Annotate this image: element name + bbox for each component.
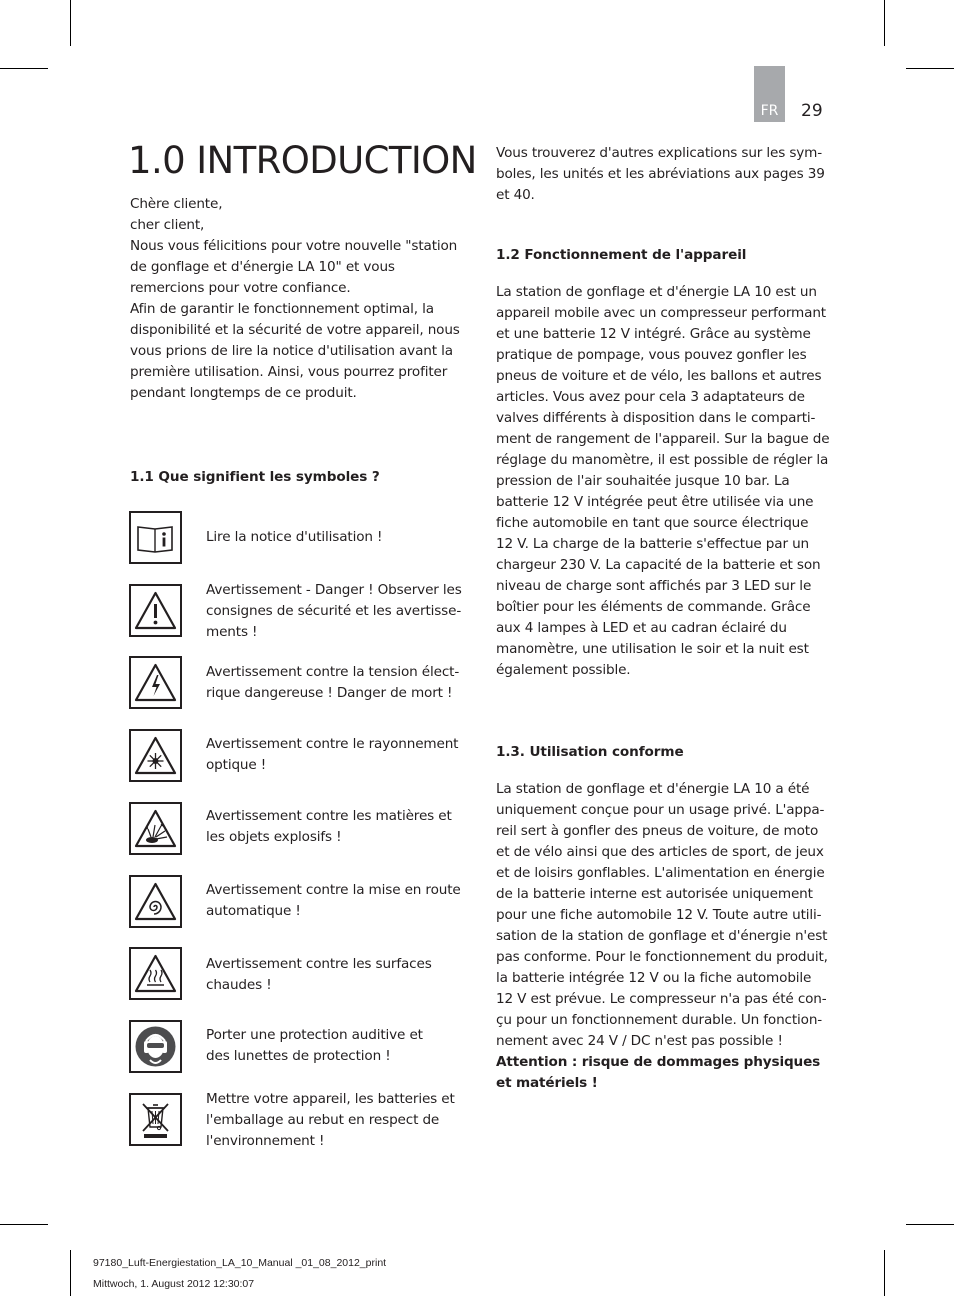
symbol-text-line: optique ! <box>206 757 267 773</box>
intro-line: première utilisation. Ainsi, vous pourrez profiter <box>130 364 448 380</box>
symbol-description <box>206 734 462 776</box>
symbol-description <box>206 580 462 643</box>
explosive-icon <box>129 802 182 855</box>
symbol-text-line: Avertissement contre la tension élect- <box>206 664 460 680</box>
crop-mark <box>0 1224 48 1225</box>
symbol-text-line: Avertissement contre le rayonnement <box>206 736 459 752</box>
paragraph-line: ment de rangement de l'appareil. Sur la bague de <box>496 431 830 447</box>
warning-line: Attention : risque de dommages physiques <box>496 1054 821 1070</box>
intro-line: de gonflage et d'énergie LA 10" et vous <box>130 259 395 275</box>
paragraph-line: pour une fiche automobile 12 V. Toute autre utili- <box>496 907 822 923</box>
symbol-description <box>206 806 462 848</box>
paragraph-line: çu pour un fonctionnement durable. Un fonction- <box>496 1012 823 1028</box>
paragraph-line: batterie 12 V intégrée peut être utilisée via une <box>496 494 814 510</box>
symbol-text-line: Mettre votre appareil, les batteries et <box>206 1091 455 1107</box>
section-heading-symbols: 1.1 Que signifient les symboles ? <box>130 469 380 485</box>
symbol-description <box>206 954 462 996</box>
crop-mark <box>884 0 885 46</box>
paragraph-line: valves différents à disposition dans le comparti- <box>496 410 816 426</box>
intro-line: Chère cliente, <box>130 196 223 212</box>
paragraph-line: reil sert à gonfler des pneus de voiture, de moto <box>496 823 819 839</box>
section-heading-intended-use: 1.3. Utilisation conforme <box>496 744 684 760</box>
paragraph-line: et de vélo ainsi que des articles de sport, de jeux <box>496 844 824 860</box>
read-manual-icon <box>129 511 182 564</box>
symbol-text-line: les objets explosifs ! <box>206 829 342 845</box>
symbol-text-line: rique dangereuse ! Danger de mort ! <box>206 685 453 701</box>
page-title: 1.0 INTRODUCTION <box>128 139 477 182</box>
intro-paragraph <box>130 194 466 404</box>
paragraph-line: boles, les unités et les abréviations aux pages 39 <box>496 166 825 182</box>
symbol-description <box>206 527 462 548</box>
paragraph-line: et 40. <box>496 187 535 203</box>
crop-mark <box>70 1250 71 1296</box>
paragraph-line: pratique de pompage, vous pouvez gonfler les <box>496 347 807 363</box>
symbol-text-line: Lire la notice d'utilisation ! <box>206 529 383 545</box>
symbol-text-line: ments ! <box>206 624 258 640</box>
automatic-start-icon <box>129 875 182 928</box>
symbol-text-line: Avertissement contre la mise en route <box>206 882 461 898</box>
weee-disposal-icon <box>129 1093 182 1146</box>
optical-radiation-icon <box>129 729 182 782</box>
paragraph-line: de la batterie interne est autorisée uniquement <box>496 886 813 902</box>
symbol-text-line: consignes de sécurité et les avertisse- <box>206 603 462 619</box>
symbol-text-line: Avertissement contre les matières et <box>206 808 452 824</box>
print-filename: 97180_Luft-Energiestation_LA_10_Manual _01_08_2012_print <box>93 1257 387 1269</box>
intro-line: remercions pour votre confiance. <box>130 280 351 296</box>
symbol-text-line: automatique ! <box>206 903 301 919</box>
paragraph-line: la batterie intégrée 12 V ou la fiche automobile <box>496 970 812 986</box>
paragraph-line: appareil mobile avec un compresseur performant <box>496 305 826 321</box>
paragraph-line: La station de gonflage et d'énergie LA 10 est un <box>496 284 817 300</box>
symbol-description <box>206 1089 462 1152</box>
paragraph-line: sation de la station de gonflage et d'énergie n'est <box>496 928 828 944</box>
further-info-paragraph <box>496 143 831 206</box>
symbol-description <box>206 662 462 704</box>
paragraph-line: niveau de charge sont affichés par 3 LED sur le <box>496 578 812 594</box>
paragraph-line: 12 V. La charge de la batterie s'effectue par un <box>496 536 810 552</box>
intended-use-paragraph <box>496 779 831 1094</box>
paragraph-line: Vous trouverez d'autres explications sur les sym- <box>496 145 823 161</box>
page-number: 29 <box>801 101 823 121</box>
ear-eye-protection-icon <box>129 1020 182 1073</box>
intro-line: vous prions de lire la notice d'utilisation avant la <box>130 343 453 359</box>
paragraph-line: aux 4 lampes à LED et au cadran éclairé du <box>496 620 787 636</box>
symbol-text-line: l'environnement ! <box>206 1133 325 1149</box>
intro-line: pendant longtemps de ce produit. <box>130 385 357 401</box>
intro-line: Nous vous félicitions pour votre nouvelle "station <box>130 238 458 254</box>
crop-mark <box>0 68 48 69</box>
warning-danger-icon <box>129 584 182 637</box>
symbol-description <box>206 880 462 922</box>
paragraph-line: et de loisirs gonflables. L'alimentation en énergie <box>496 865 825 881</box>
paragraph-line: pression de l'air souhaitée jusque 10 bar. La <box>496 473 790 489</box>
symbol-text-line: des lunettes de protection ! <box>206 1048 391 1064</box>
paragraph-line: pneus de voiture et de vélo, les ballons et autres <box>496 368 822 384</box>
paragraph-line: réglage du manomètre, il est possible de régler la <box>496 452 829 468</box>
crop-mark <box>70 0 71 46</box>
paragraph-line: 12 V est prévue. Le compresseur n'a pas été con- <box>496 991 827 1007</box>
warning-line: et matériels ! <box>496 1075 598 1091</box>
crop-mark <box>906 68 954 69</box>
intro-line: Afin de garantir le fonctionnement optimal, la <box>130 301 434 317</box>
crop-mark <box>884 1250 885 1296</box>
paragraph-line: fiche automobile en tant que source électrique <box>496 515 809 531</box>
paragraph-line: pas conforme. Pour le fonctionnement du produit, <box>496 949 828 965</box>
symbol-text-line: Avertissement contre les surfaces <box>206 956 432 972</box>
function-paragraph <box>496 282 831 681</box>
symbol-text-line: chaudes ! <box>206 977 272 993</box>
symbol-text-line: Avertissement - Danger ! Observer les <box>206 582 462 598</box>
symbol-text-line: l'emballage au rebut en respect de <box>206 1112 440 1128</box>
paragraph-line: articles. Vous avez pour cela 3 adaptateurs de <box>496 389 805 405</box>
paragraph-line: uniquement conçue pour un usage privé. L'appa- <box>496 802 825 818</box>
intro-line: cher client, <box>130 217 205 233</box>
print-timestamp: Mittwoch, 1. August 2012 12:30:07 <box>93 1278 255 1290</box>
paragraph-line: manomètre, une utilisation le soir et la nuit est <box>496 641 809 657</box>
hot-surface-icon <box>129 947 182 1000</box>
paragraph-line: boîtier pour les éléments de commande. Grâce <box>496 599 811 615</box>
symbol-text-line: Porter une protection auditive et <box>206 1027 423 1043</box>
crop-mark <box>906 1224 954 1225</box>
section-heading-function: 1.2 Fonctionnement de l'appareil <box>496 247 747 263</box>
paragraph-line: nement avec 24 V / DC n'est pas possible ! <box>496 1033 783 1049</box>
paragraph-line: chargeur 230 V. La capacité de la batterie et son <box>496 557 821 573</box>
intro-line: disponibilité et la sécurité de votre appareil, nous <box>130 322 460 338</box>
paragraph-line: et une batterie 12 V intégré. Grâce au système <box>496 326 811 342</box>
paragraph-line: également possible. <box>496 662 631 678</box>
paragraph-line: La station de gonflage et d'énergie LA 10 a été <box>496 781 810 797</box>
language-label: FR <box>760 103 779 119</box>
symbol-description <box>206 1025 462 1067</box>
electric-voltage-icon <box>129 656 182 709</box>
language-tab <box>754 66 785 122</box>
